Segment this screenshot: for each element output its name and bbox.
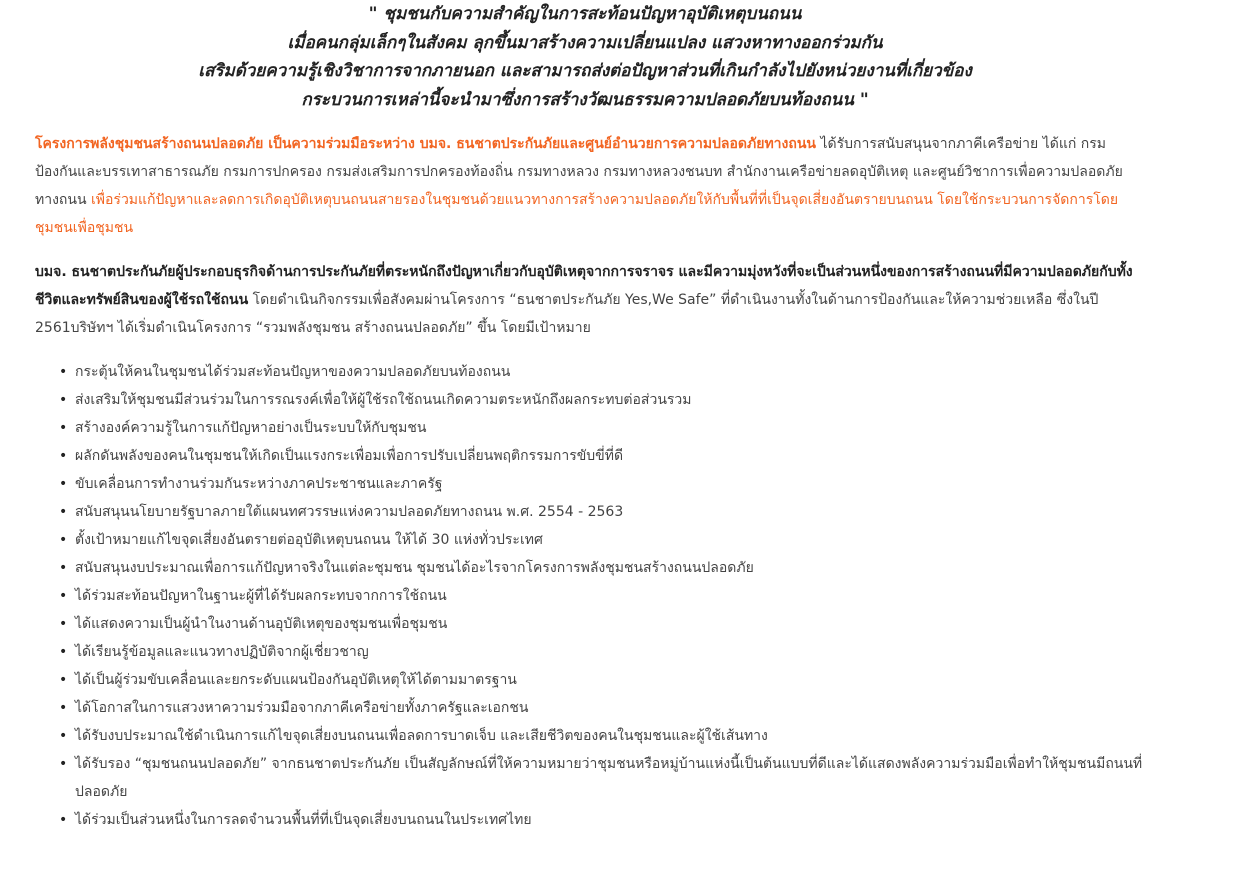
list-item-text: ได้ร่วมเป็นส่วนหนึ่งในการลดจำนวนพื้นที่ที่เป็นจุดเสี่ยงบนถนนในประเทศไทย <box>75 812 532 828</box>
bullet-icon: • <box>59 756 68 772</box>
project-cooperation-text: โครงการพลังชุมชนสร้างถนนปลอดภัย เป็นความร่วมมือระหว่าง บมจ. ธนชาตประกันภัยและศูนย์อำนวยการความปลอดภัยทางถนน <box>35 136 816 152</box>
bullet-icon: • <box>59 364 68 380</box>
list-item-text: ตั้งเป้าหมายแก้ไขจุดเสี่ยงอันตรายต่ออุบัติเหตุบนถนน ให้ได้ 30 แห่งทั่วประเทศ <box>75 532 543 548</box>
list-item-text: ได้โอกาสในการแสวงหาความร่วมมือจากภาคีเครือข่ายทั้งภาครัฐและเอกชน <box>75 700 529 716</box>
list-item-text: ได้รับงบประมาณใช้ดำเนินการแก้ไขจุดเสี่ยงบนถนนเพื่อลดการบาดเจ็บ และเสียชีวิตของคนในชุมชนและผู้ใช้เส้นทาง <box>75 728 768 744</box>
list-item <box>59 610 1145 638</box>
list-item-text: ส่งเสริมให้ชุมชนมีส่วนร่วมในการรณรงค์เพื่อให้ผู้ใช้รถใช้ถนนเกิดความตระหนักถึงผลกระทบต่อส่วนรวม <box>75 392 692 408</box>
list-item-text: กระตุ้นให้คนในชุมชนได้ร่วมสะท้อนปัญหาของความปลอดภัยบนท้องถนน <box>75 364 511 380</box>
list-item <box>59 722 1145 750</box>
goals-list <box>35 358 1145 834</box>
intro-paragraph <box>35 130 1145 242</box>
list-item <box>59 470 1145 498</box>
list-item-text: ได้รับรอง “ชุมชนถนนปลอดภัย” จากธนชาตประกันภัย เป็นสัญลักษณ์ที่ให้ความหมายว่าชุมชนหรือหมู่บ้านแห่งนี้เป็นต้นแบบที่ดีและได้แสดงพลังความร่วมมือเพื่อทำให้ชุมชนมีถนนที่ปลอดภัย <box>75 756 1143 800</box>
quote-line: เสริมด้วยความรู้เชิงวิชาการจากภายนอก และสามารถส่งต่อปัญหาส่วนที่เกินกำลังไปยังหน่วยงานที่เกี่ยวข้อง <box>198 61 972 81</box>
bullet-icon: • <box>59 672 68 688</box>
list-item <box>59 442 1145 470</box>
list-item-text: ได้เป็นผู้ร่วมขับเคลื่อนและยกระดับแผนป้องกันอุบัติเหตุให้ได้ตามมาตรฐาน <box>75 672 517 688</box>
list-item <box>59 414 1145 442</box>
quote-line: " ชุมชนกับความสำคัญในการสะท้อนปัญหาอุบัติเหตุบนถนน <box>368 4 802 24</box>
bullet-icon: • <box>59 560 68 576</box>
bullet-icon: • <box>59 728 68 744</box>
list-item-text: ได้แสดงความเป็นผู้นำในงานด้านอุบัติเหตุของชุมชนเพื่อชุมชน <box>75 616 448 632</box>
list-item-text: ขับเคลื่อนการทำงานร่วมกันระหว่างภาคประชาชนและภาครัฐ <box>75 476 443 492</box>
bullet-icon: • <box>59 588 68 604</box>
list-item-text: สนับสนุนงบประมาณเพื่อการแก้ปัญหาจริงในแต่ละชุมชน ชุมชนได้อะไรจากโครงการพลังชุมชนสร้างถนนปลอดภัย <box>75 560 754 576</box>
bullet-icon: • <box>59 420 68 436</box>
list-item <box>59 498 1145 526</box>
bullet-icon: • <box>59 392 68 408</box>
list-item-text: สร้างองค์ความรู้ในการแก้ปัญหาอย่างเป็นระบบให้กับชุมชน <box>75 420 427 436</box>
list-item <box>59 358 1145 386</box>
bullet-icon: • <box>59 616 68 632</box>
bullet-icon: • <box>59 812 68 828</box>
list-item <box>59 666 1145 694</box>
list-item <box>59 526 1145 554</box>
bullet-icon: • <box>59 700 68 716</box>
company-paragraph <box>35 258 1145 342</box>
project-objective-text: เพื่อร่วมแก้ปัญหาและลดการเกิดอุบัติเหตุบนถนนสายรองในชุมชนด้วยแนวทางการสร้างความปลอดภัยให้กับพื้นที่ที่เป็นจุดเสี่ยงอันตรายบนถนน โดยใช้กระบวนการจัดการโดยชุมชนเพื่อชุมชน <box>35 192 1119 236</box>
list-item <box>59 386 1145 414</box>
list-item <box>59 694 1145 722</box>
bullet-icon: • <box>59 476 68 492</box>
list-item-text: ผลักดันพลังของคนในชุมชนให้เกิดเป็นแรงกระเพื่อมเพื่อการปรับเปลี่ยนพฤติกรรมการขับขี่ที่ดี <box>75 448 624 464</box>
company-activities-text: โดยดำเนินกิจกรรมเพื่อสังคมผ่านโครงการ “ธนชาตประกันภัย Yes,We Safe” ที่ดำเนินงานทั้งในด้านการป้องกันและให้ความช่วยเหลือ ซึ่งในปี 2561บริษัทฯ ได้เริ่มดำเนินโครงการ “รวมพลังชุมชน สร้างถนนปลอดภัย” ขึ้น โดยมีเป้าหมาย <box>35 292 1099 336</box>
quote-line: กระบวนการเหล่านี้จะนำมาซึ่งการสร้างวัฒนธรรมความปลอดภัยบนท้องถนน " <box>301 89 869 110</box>
bullet-icon: • <box>59 504 68 520</box>
pull-quote <box>0 0 1170 114</box>
quote-line: เมื่อคนกลุ่มเล็กๆในสังคม ลุกขึ้นมาสร้างความเปลี่ยนแปลง แสวงหาทางออกร่วมกัน <box>287 32 883 53</box>
list-item <box>59 554 1145 582</box>
list-item <box>59 638 1145 666</box>
bullet-icon: • <box>59 532 68 548</box>
list-item-text: ได้เรียนรู้ข้อมูลและแนวทางปฏิบัติจากผู้เชี่ยวชาญ <box>75 644 369 660</box>
list-item-text: ได้ร่วมสะท้อนปัญหาในฐานะผู้ที่ได้รับผลกระทบจากการใช้ถนน <box>75 588 447 604</box>
list-item <box>59 750 1145 806</box>
list-item <box>59 806 1145 834</box>
list-item-text: สนับสนุนนโยบายรัฐบาลภายใต้แผนทศวรรษแห่งความปลอดภัยทางถนน พ.ศ. 2554 - 2563 <box>75 504 624 520</box>
company-commitment-text: บมจ. ธนชาตประกันภัยผู้ประกอบธุรกิจด้านการประกันภัยที่ตระหนักถึงปัญหาเกี่ยวกับอุบัติเหตุจากการจราจร และมีความมุ่งหวังที่จะเป็นส่วนหนึ่งของการสร้างถนนที่มีความปลอดภัยกับทั้งชีวิตและทรัพย์สินของผู้ใช้รถใช้ถนน <box>35 264 1133 308</box>
bullet-icon: • <box>59 644 68 660</box>
list-item <box>59 582 1145 610</box>
bullet-icon: • <box>59 448 68 464</box>
support-partners-text: ได้รับการสนับสนุนจากภาคีเครือข่าย ได้แก่ กรมป้องกันและบรรเทาสาธารณภัย กรมการปกครอง กรมส่งเสริมการปกครองท้องถิ่น กรมทางหลวง กรมทางหลวงชนบท สำนักงานเครือข่ายลดอุบัติเหตุ และศูนย์วิชาการเพื่อความปลอดภัยทางถนน <box>35 136 1123 208</box>
